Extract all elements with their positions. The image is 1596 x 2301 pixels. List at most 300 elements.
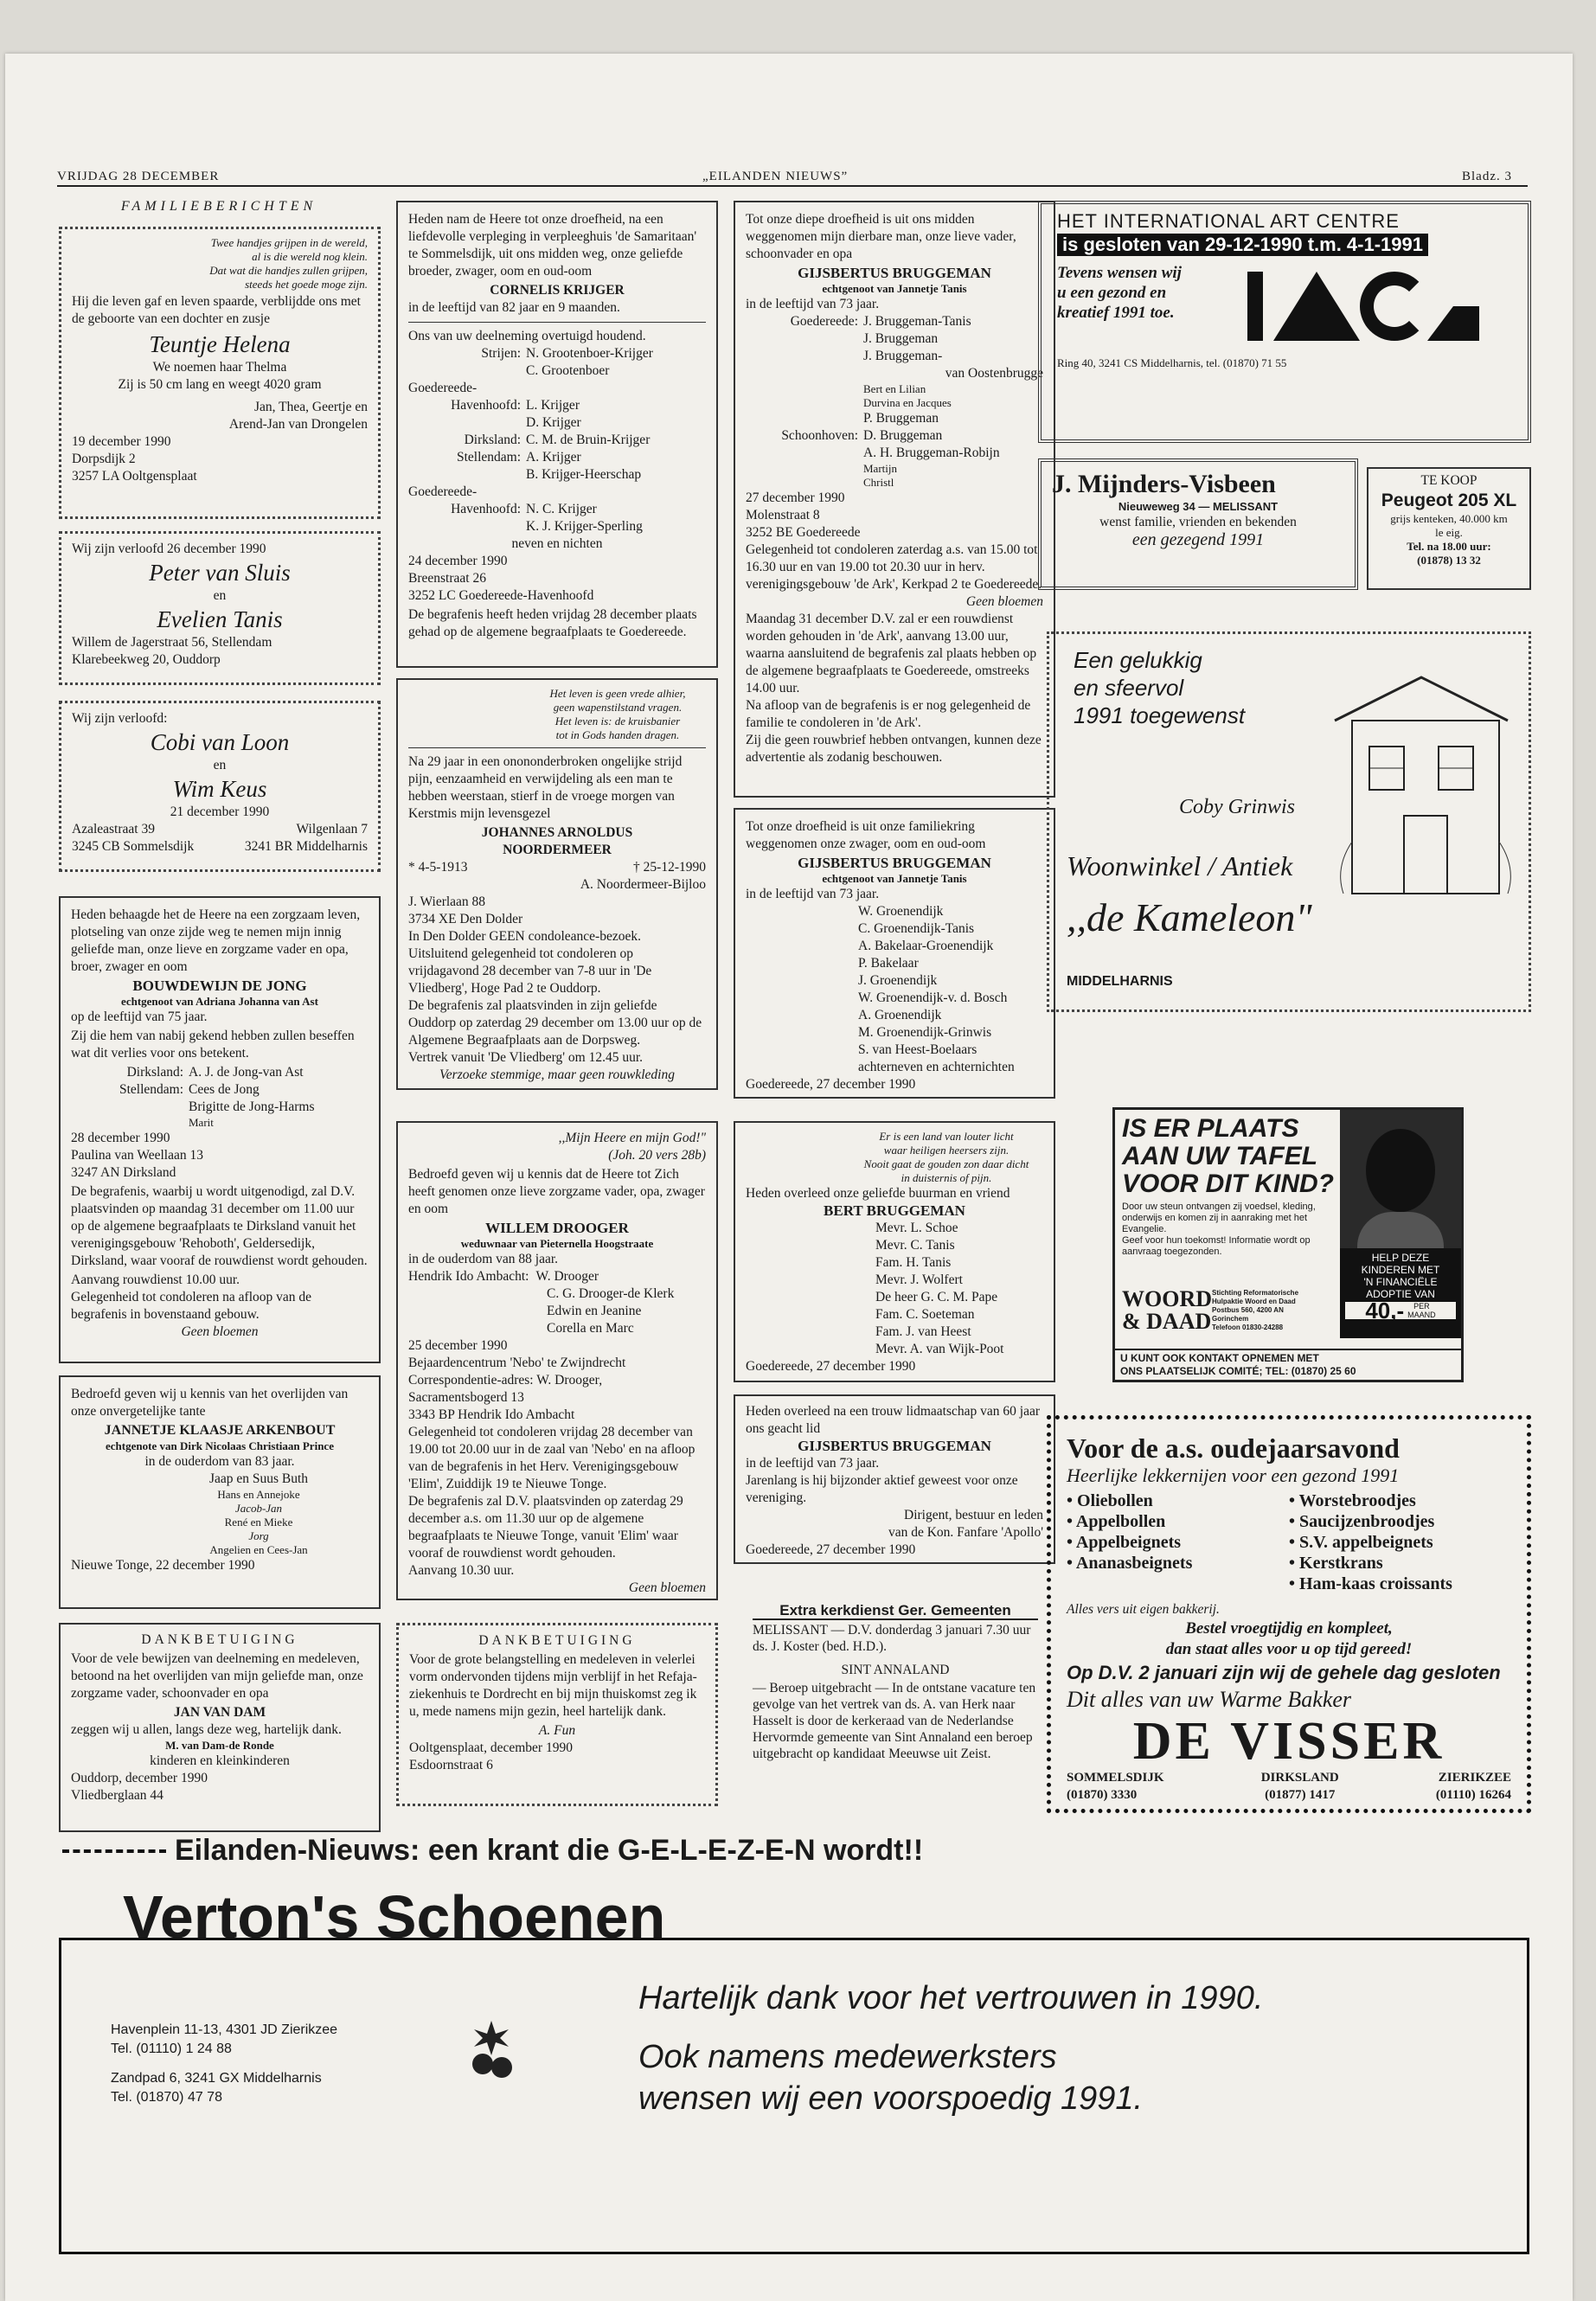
address: 3247 AN Dirksland [71, 1165, 176, 1180]
address: 3252 BE Goedereede [746, 525, 861, 540]
relative: J. Bruggeman- [863, 349, 943, 363]
neighbour: Fam. H. Tanis [875, 1255, 952, 1270]
body-text: Uitsluitend gelegenheid tot condoleren op vrijdagavond 28 december van 7-8 uur in 'De Vliedberg', Hoge Pad 2 te Ouddorp. [408, 946, 652, 996]
name: Peter van Sluis [149, 560, 291, 586]
body-text: Gelegenheid tot condoleren na afloop van de begrafenis in bovenstaand gebouw. [71, 1290, 312, 1322]
place-date: Goedereede, 27 december 1990 [746, 1542, 916, 1557]
body-text: Voor de grote belangstelling en medeleven in velerlei vorm ondervonden tijdens mijn verblijf in het Refaja-ziekenhuis te Dordrecht en bij mijn thuiskomst zeg ik u, mede namens mijn gezin, heel hartelijk dank. [409, 1652, 697, 1719]
neighbour: Fam. C. Soeteman [875, 1307, 975, 1322]
relative: D. Bruggeman [863, 428, 943, 443]
visser-phone: (01870) 3330 [1067, 1788, 1138, 1802]
address: 3343 BP Hendrik Ido Ambacht [408, 1407, 575, 1422]
header-rule [57, 185, 1528, 187]
nickname: We noemen haar Thelma [152, 360, 287, 375]
relative: J. Bruggeman [863, 331, 939, 346]
relative: Christl [863, 476, 894, 489]
woord-org: Postbus 560, 4200 AN Gorinchem [1212, 1306, 1284, 1323]
signature: A. Noordermeer-Bijloo [580, 877, 706, 892]
relative: Angelien en Cees-Jan [209, 1543, 308, 1556]
place: Goedereede- [408, 381, 478, 395]
name: Cobi van Loon [150, 729, 290, 755]
visser-phone: (01110) 16264 [1435, 1788, 1511, 1802]
intro-text: Heden nam de Heere tot onze droefheid, na een liefdevolle verpleging in verpleeghuis 'de Samaritaan' te Sommelsdijk, uit ons midden weg, onze geliefde broeder, zwager, oom en oud-oom [408, 212, 697, 279]
relative: K. J. Krijger-Sperling [526, 519, 643, 534]
body-text: Gelegenheid tot condoleren vrijdag 28 december van 19.00 tot 20.00 uur in de zaal van 'Nebo' en na afloop van de begrafenis in het Herv. Verenigingsgebouw 'Elim', Zuiddijk 19 te Nieuwe Tonge. [408, 1425, 695, 1491]
address: 3734 XE Den Dolder [408, 912, 523, 926]
verton-address: Havenplein 11-13, 4301 JD Zierikzee [111, 2022, 338, 2037]
conjunction: en [213, 758, 227, 772]
visser-name: DE VISSER [1132, 1712, 1445, 1771]
closing: Geen bloemen [965, 594, 1043, 609]
peugeot-phone: (01878) 13 32 [1417, 554, 1481, 567]
place: Stellendam: [119, 1082, 183, 1097]
visser-item: • Ham-kaas croissants [1289, 1574, 1452, 1593]
obituary-drooger [396, 1121, 718, 1600]
thanks-title: DANKBETUIGING [141, 1632, 298, 1647]
relative: neven en nichten [511, 536, 603, 551]
death-date: † 25-12-1990 [633, 860, 706, 875]
verton-phone: Tel. (01110) 1 24 88 [111, 2041, 232, 2056]
body-text: In Den Dolder GEEN condoleance-bezoek. [408, 929, 641, 944]
help-box [1340, 1248, 1461, 1338]
intro-text: Heden behaagde het de Heere na een zorgzaam leven, plotseling van onze zijde weg te nemen mijn innig geliefde man, onze lieve en zorgzame vader en opa, broer, zwager en oom [71, 907, 361, 974]
spouse: echtgenoot van Jannetje Tanis [822, 282, 967, 295]
place: Havenhoofd: [451, 398, 521, 413]
verton-message: Ook namens medewerksters [638, 2039, 1057, 2075]
relative: J. Groenendijk [858, 973, 938, 988]
thanks-title: DANKBETUIGING [478, 1633, 636, 1648]
relative: L. Krijger [526, 398, 580, 413]
body-text: Aanvang rouwdienst 10.00 uur. [71, 1272, 240, 1287]
visser-item: • S.V. appelbeignets [1289, 1533, 1433, 1552]
iac-wish: Tevens wensen wij [1057, 264, 1182, 282]
iac-wish: kreatief 1991 toe. [1057, 304, 1175, 322]
deceased-name: GIJSBERTUS BRUGGEMAN [798, 855, 991, 871]
relative: René en Mieke [224, 1516, 293, 1529]
relative: Martijn [863, 462, 897, 475]
body-text: Na afloop van de begrafenis is er nog gelegenheid de familie te condoleren in 'de Ark'. [746, 698, 1031, 730]
woord-org: Stichting Reformatorische [1212, 1289, 1299, 1297]
relative: J. Bruggeman-Tanis [863, 314, 971, 329]
address: Molenstraat 8 [746, 508, 820, 522]
subheading: SINT ANNALAND [841, 1663, 950, 1677]
verton-title: Verton's Schoenen [123, 1883, 666, 1951]
parents: Jan, Thea, Geertje en [254, 400, 368, 414]
place: Havenhoofd: [451, 502, 521, 516]
place-date: Nieuwe Tonge, 22 december 1990 [71, 1558, 255, 1573]
woord-text: Door uw steun ontvangen zij voedsel, kleding, onderwijs en komen zij in aanraking met het Evangelie. [1122, 1202, 1316, 1234]
woord-org: Telefoon 01830-24288 [1212, 1324, 1284, 1331]
neighbour: Mevr. C. Tanis [875, 1238, 955, 1253]
intro-text: Heden overleed onze geliefde buurman en vriend [746, 1186, 1010, 1201]
relative: A. H. Bruggeman-Robijn [863, 445, 1000, 460]
neighbour: Fam. J. van Heest [875, 1324, 971, 1339]
page-number: Bladz. 3 [1462, 170, 1512, 183]
poem-line: al is die wereld nog klein. [252, 250, 368, 263]
body-text: Ons van uw deelneming overtuigd houdend. [408, 329, 646, 343]
iac-ad [1038, 201, 1531, 443]
relative: A. Krijger [526, 450, 581, 465]
church-news [753, 1602, 1038, 1764]
woord-daad-ad [1112, 1107, 1464, 1382]
spouse: echtgenoot van Jannetje Tanis [822, 872, 967, 885]
relative: C. M. de Bruin-Krijger [526, 433, 651, 447]
obituary-bert-bruggeman [734, 1121, 1055, 1382]
peugeot-title: Peugeot 205 XL [1381, 490, 1517, 510]
address: 3245 CB Sommelsdijk [72, 839, 195, 854]
relative: S. van Heest-Boelaars [858, 1042, 977, 1057]
poem-line: Er is een land van louter licht [879, 1130, 1014, 1143]
visser-item: • Saucijzenbroodjes [1289, 1512, 1435, 1531]
body-text: Aanvang 10.30 uur. [408, 1563, 515, 1578]
closing: Geen bloemen [628, 1580, 706, 1595]
closing: Geen bloemen [181, 1324, 259, 1339]
relative: P. Bakelaar [858, 956, 919, 971]
intro-text: Hij die leven gaf en leven spaarde, verblijdde ons met de geboorte van een dochter en zusje [72, 294, 361, 326]
visser-phone: (01877) 1417 [1265, 1788, 1336, 1802]
place: Schoonhoven: [781, 428, 858, 443]
help-month: MAAND [1407, 1311, 1436, 1319]
signature: A. Fun [538, 1723, 576, 1738]
visser-item: • Kerstkrans [1289, 1554, 1383, 1573]
age: op de leeftijd van 75 jaar. [71, 1009, 208, 1024]
kameleon-ad [1047, 631, 1531, 1012]
deceased-name: NOORDERMEER [503, 843, 612, 857]
obituary-bruggeman-groenendijk [734, 808, 1055, 1099]
help-per: PER [1413, 1302, 1430, 1311]
help-text: KINDEREN MET [1361, 1264, 1440, 1276]
body-text: De begrafenis zal plaatsvinden in zijn geliefde Ouddorp op zaterdag 29 december om 13.00 uur op de Algemene Begraafplaats aan de Dorpsweg. [408, 998, 702, 1048]
spouse: echtgenoot van Adriana Johanna van Ast [121, 995, 318, 1008]
mijnders-text: wenst familie, vrienden en bekenden [1099, 515, 1297, 529]
child-photo [1340, 1110, 1461, 1248]
intro-text: Wij zijn verloofd 26 december 1990 [72, 542, 266, 556]
name: Wim Keus [172, 776, 267, 802]
poem-line: Het leven is: de kruisbanier [554, 715, 681, 727]
deceased-name: GIJSBERTUS BRUGGEMAN [798, 1438, 991, 1454]
place-date: Ouddorp, december 1990 [71, 1771, 208, 1785]
deceased-name: JOHANNES ARNOLDUS [481, 825, 633, 840]
kameleon-line: Een gelukkig [1074, 647, 1202, 673]
body-text: Gelegenheid tot condoleren zaterdag a.s. van 15.00 tot 16.30 uur en van 19.00 tot 20.30 uur in herv. verenigingsgebouw 'de Ark', Kerkpad 2 te Goedereede. [746, 542, 1042, 592]
mijnders-wish: een gezegend 1991 [1131, 530, 1265, 549]
woord-text: Geef voor hun toekomst! Informatie wordt op aanvraag toegezonden. [1122, 1235, 1311, 1257]
deceased-name: CORNELIS KRIJGER [490, 283, 625, 298]
body-text: Maandag 31 december D.V. zal er een rouwdienst worden gehouden in 'de Ark', aanvang 13.00 uur, waarna aansluitend de begrafenis zal plaats hebben op de algemene begraafplaats te Goedereede, omstreeks 14.00 uur. [746, 612, 1037, 695]
address: Paulina van Weellaan 13 [71, 1148, 203, 1163]
kameleon-line: en sfeervol [1074, 675, 1184, 701]
obituary-de-jong [59, 896, 381, 1363]
address: Esdoornstraat 6 [409, 1758, 493, 1772]
date: 21 december 1990 [170, 804, 270, 819]
help-price: 40,- [1365, 1298, 1405, 1324]
place-date: Goedereede, 27 december 1990 [746, 1077, 916, 1092]
quote-reference: (Joh. 20 vers 28b) [608, 1148, 706, 1163]
house-drawing-icon [1326, 669, 1516, 911]
birth-stats: Zij is 50 cm lang en weegt 4020 gram [118, 377, 322, 392]
place: Dirksland: [126, 1065, 183, 1080]
section-title: FAMILIEBERICHTEN [120, 199, 317, 214]
date: 28 december 1990 [71, 1131, 170, 1145]
peugeot-desc: le eig. [1435, 526, 1463, 539]
visser-closed: Op D.V. 2 januari zijn wij de gehele dag gesloten [1067, 1662, 1501, 1683]
neighbour: Mevr. A. van Wijk-Poot [875, 1342, 1004, 1356]
birth-date: * 4-5-1913 [408, 860, 468, 875]
poem-line: tot in Gods handen dragen. [555, 728, 680, 741]
relative: Jorg [248, 1529, 269, 1542]
mijnders-ad [1038, 458, 1358, 590]
peugeot-phone-label: Tel. na 18.00 uur: [1407, 540, 1491, 553]
peugeot-label: TE KOOP [1420, 473, 1477, 488]
church-news-title: Extra kerkdienst Ger. Gemeenten [753, 1602, 1038, 1620]
help-text: HELP DEZE [1371, 1252, 1430, 1264]
help-text: 'N FINANCIËLE [1363, 1276, 1438, 1288]
spouse: echtgenote van Dirk Nicolaas Christiaan Prince [106, 1439, 334, 1452]
deceased-name: JANNETJE KLAASJE ARKENBOUT [104, 1423, 336, 1438]
verton-message: wensen wij een voorspoedig 1991. [638, 2080, 1144, 2117]
relative: A. Groenendijk [858, 1008, 942, 1022]
poem-line: in duisternis of pijn. [901, 1171, 992, 1184]
visser-item: • Appelbollen [1067, 1512, 1166, 1531]
relative: Jacob-Jan [234, 1502, 283, 1515]
relative: M. Groenendijk-Grinwis [858, 1025, 992, 1040]
kameleon-script: Woonwinkel / Antiek [1067, 850, 1293, 881]
iac-title: HET INTERNATIONAL ART CENTRE [1057, 210, 1400, 232]
verton-message: Hartelijk dank voor het vertrouwen in 1990. [638, 1980, 1264, 2016]
age: in de leeftijd van 73 jaar. [746, 1456, 880, 1471]
obituary-bruggeman-fanfare [734, 1394, 1055, 1564]
address: Breenstraat 26 [408, 571, 486, 586]
place: Goedereede: [790, 314, 858, 329]
relative: C. Groenendijk-Tanis [858, 921, 975, 936]
relative: Durvina en Jacques [863, 396, 952, 409]
relative: C. Grootenboer [526, 363, 610, 378]
peugeot-desc: grijs kenteken, 40.000 km [1390, 512, 1508, 525]
relative: achterneven en achternichten [858, 1060, 1015, 1074]
signature: van de Kon. Fanfare 'Apollo' [888, 1525, 1043, 1540]
relative: W. Groenendijk-v. d. Bosch [858, 990, 1008, 1005]
quote: ,,Mijn Heere en mijn God!" [558, 1131, 706, 1145]
poem-line: Nooit gaat de gouden zon daar dicht [863, 1157, 1029, 1170]
relative: N. C. Krijger [526, 502, 597, 516]
address: Dorpsdijk 2 [72, 452, 136, 466]
place: Goedereede- [408, 484, 478, 499]
verton-address: Zandpad 6, 3241 GX Middelharnis [111, 2071, 322, 2086]
mijnders-name: J. Mijnders-Visbeen [1052, 470, 1276, 498]
conjunction: en [213, 588, 227, 603]
banner [62, 1834, 1048, 1868]
intro-text: Tot onze diepe droefheid is uit ons midden weggenomen mijn dierbare man, onze lieve vader, schoonvader en opa [746, 212, 1016, 261]
date: 19 december 1990 [72, 434, 171, 449]
verton-ad [59, 1882, 1529, 2256]
kameleon-line: 1991 toegewenst [1074, 702, 1246, 728]
address: 3257 LA Ooltgensplaat [72, 469, 197, 484]
address: 3241 BR Middelharnis [244, 839, 368, 854]
relative: P. Bruggeman [863, 411, 939, 426]
neighbour: De heer G. C. M. Pape [875, 1290, 998, 1304]
date: 24 december 1990 [408, 554, 508, 568]
address: Willem de Jagerstraat 56, Stellendam [72, 635, 272, 650]
neighbour: Mevr. L. Schoe [875, 1221, 958, 1235]
body-text: zeggen wij u allen, langs deze weg, hartelijk dank. [71, 1722, 342, 1737]
place: Strijen: [481, 346, 521, 361]
iac-address: Ring 40, 3241 CS Middelharnis, tel. (01870) 71 55 [1057, 356, 1287, 369]
visser-tagline: Dit alles van uw Warme Bakker [1067, 1687, 1352, 1712]
intro-text: Bedroefd geven wij u kennis van het overlijden van onze onvergetelijke tante [71, 1387, 349, 1419]
poem-line: geen wapenstilstand vragen. [553, 701, 683, 714]
address: 3252 LC Goedereede-Havenhoofd [408, 588, 594, 603]
deceased-name: BERT BRUGGEMAN [824, 1202, 965, 1219]
relative: B. Krijger-Heerschap [526, 467, 642, 482]
visser-item: • Appelbeignets [1067, 1533, 1182, 1552]
birth-announcement [59, 227, 381, 519]
neighbour: Mevr. J. Wolfert [875, 1272, 963, 1287]
holly-bells-icon [457, 2012, 526, 2090]
name: Evelien Tanis [157, 606, 283, 632]
relative: A. J. de Jong-van Ast [189, 1065, 304, 1080]
intro-text: Heden overleed na een trouw lidmaatschap van 60 jaar ons geacht lid [746, 1404, 1040, 1436]
visser-title: Voor de a.s. oudejaarsavond [1067, 1433, 1400, 1464]
poem-line: waar heiligen heersers zijn. [883, 1144, 1010, 1157]
issue-date: VRIJDAG 28 DECEMBER [57, 170, 220, 183]
deceased-name: WILLEM DROOGER [485, 1220, 629, 1236]
banner-text: Eilanden-Nieuws: een krant die G-E-L-E-Z-E-N wordt!! [175, 1834, 924, 1867]
date: 25 december 1990 [408, 1338, 508, 1353]
address: Correspondentie-adres: W. Drooger, [408, 1373, 603, 1388]
visser-note: Alles vers uit eigen bakkerij. [1067, 1602, 1220, 1617]
engagement-announcement-1 [59, 531, 381, 685]
obituary-krijger [396, 201, 718, 668]
visser-location: SOMMELSDIJK [1067, 1771, 1164, 1785]
iac-logo-icon [1230, 263, 1490, 349]
relative: D. Krijger [526, 415, 581, 430]
signature: Dirigent, bestuur en leden [904, 1508, 1043, 1522]
age: in de leeftijd van 82 jaar en 9 maanden. [408, 300, 620, 315]
relative: Bert en Lilian [863, 382, 926, 395]
visser-location: ZIERIKZEE [1438, 1771, 1511, 1785]
signature: M. van Dam-de Ronde [165, 1739, 274, 1752]
body-text: Jarenlang is hij bijzonder aktief geweest voor onze vereniging. [746, 1473, 1018, 1505]
age: in de ouderdom van 83 jaar. [144, 1454, 295, 1469]
address: Klarebeekweg 20, Ouddorp [72, 652, 221, 667]
body-text: Vertrek vanuit 'De Vliedberg' om 12.45 uur. [408, 1050, 644, 1065]
thanks-fun [396, 1623, 718, 1806]
woord-headline: VOOR DIT KIND? [1122, 1170, 1334, 1198]
deceased-name: JAN VAN DAM [173, 1705, 266, 1720]
obituary-noordermeer [396, 678, 718, 1090]
age: in de ouderdom van 88 jaar. [408, 1252, 559, 1266]
place: Stellendam: [456, 450, 521, 465]
child-name: Teuntje Helena [149, 331, 291, 357]
kameleon-name: ,,de Kameleon" [1067, 895, 1312, 939]
paper-name: „EILANDEN NIEUWS” [702, 170, 849, 183]
visser-item: • Worstebroodjes [1289, 1491, 1416, 1510]
relative: N. Grootenboer-Krijger [526, 346, 653, 361]
de-visser-ad [1047, 1415, 1531, 1813]
iac-closed: is gesloten van 29-12-1990 t.m. 4-1-1991 [1057, 234, 1428, 256]
address: Vliedberglaan 44 [71, 1788, 163, 1803]
engagement-announcement-2 [59, 701, 381, 872]
mijnders-address: Nieuweweg 34 — MELISSANT [1118, 500, 1279, 513]
relative: Edwin en Jeanine [547, 1304, 642, 1318]
relative: Brigitte de Jong-Harms [189, 1099, 315, 1114]
visser-item: • Oliebollen [1067, 1491, 1153, 1510]
relative: C. G. Drooger-de Klerk [547, 1286, 675, 1301]
woord-footer: U KUNT OOK KONTAKT OPNEMEN MET [1120, 1352, 1319, 1364]
relative: Hans en Annejoke [217, 1488, 300, 1501]
visser-item: • Ananasbeignets [1067, 1554, 1193, 1573]
place-date: Goedereede, 27 december 1990 [746, 1359, 916, 1374]
peugeot-ad [1367, 467, 1531, 590]
woord-org: Hulpaktie Woord en Daad [1212, 1298, 1296, 1305]
kameleon-city: MIDDELHARNIS [1067, 974, 1173, 989]
relative: van Oostenbrugge [945, 366, 1043, 381]
poem-line: Het leven is geen vrede alhier, [549, 687, 686, 700]
relative: Cees de Jong [189, 1082, 260, 1097]
poem-line: steeds het goede moge zijn. [245, 278, 368, 291]
date: 27 december 1990 [746, 490, 845, 505]
body-text: — Beroep uitgebracht — In de ontstane vacature ten gevolge van het vertrek van ds. A. van Herk naar Hasselt is door de kerkeraad van de Nederlandse Hervormde gemeente van Sint Annaland een beroep uitgebracht op kandidaat Meeuwse uit Zeist. [753, 1681, 1036, 1761]
body-text: Zij die geen rouwbrief hebben ontvangen, kunnen deze advertentie als zodanig beschouwen. [746, 733, 1042, 765]
poem-line: Twee handjes grijpen in de wereld, [210, 236, 368, 249]
intro-text: Bedroefd geven wij u kennis dat de Heere tot Zich heeft genomen onze lieve zorgzame vader, opa, zwager en oom [408, 1167, 705, 1216]
age: in de leeftijd van 73 jaar. [746, 887, 880, 901]
address: Azaleastraat 39 [72, 822, 155, 836]
body-text: Zij die hem van nabij gekend hebben zullen beseffen wat dit verlies voor ons betekent. [71, 1029, 355, 1061]
relative: Jaap en Suus Buth [208, 1471, 309, 1486]
visser-location: DIRKSLAND [1260, 1771, 1339, 1785]
address: Bejaardencentrum 'Nebo' te Zwijndrecht [408, 1356, 626, 1370]
woord-headline: AAN UW TAFEL [1122, 1142, 1318, 1170]
kameleon-signature: Coby Grinwis [1179, 796, 1296, 818]
visser-slogan: dan staat alles voor u op tijd gereed! [1165, 1640, 1413, 1658]
visser-slogan: Bestel vroegtijdig en kompleet, [1185, 1619, 1393, 1638]
thanks-van-dam [59, 1623, 381, 1832]
relative: W. Drooger [535, 1269, 599, 1284]
signature: kinderen en kleinkinderen [150, 1753, 290, 1768]
body-text: De begrafenis zal D.V. plaatsvinden op zaterdag 29 december a.s. om 11.30 uur op de algemene begraafplaats te Nieuwe Tonge, vanuit 'Elim' waar vooraf de rouwdienst wordt gehouden. [408, 1494, 683, 1561]
woord-logo: WOORD [1122, 1286, 1212, 1311]
relative: A. Bakelaar-Groenendijk [858, 939, 994, 953]
place: Hendrik Ido Ambacht: [408, 1269, 529, 1284]
closing: Verzoeke stemmige, maar geen rouwkleding [439, 1067, 675, 1082]
body-text: MELISSANT — D.V. donderdag 3 januari 7.30 uur ds. J. Koster (bed. H.D.). [753, 1623, 1031, 1654]
iac-wish: u een gezond en [1057, 284, 1167, 302]
woord-footer: ONS PLAATSELIJK COMITÉ; TEL: (01870) 25 60 [1120, 1365, 1356, 1377]
help-text: ADOPTIE VAN [1366, 1288, 1435, 1300]
address: Wilgenlaan 7 [296, 822, 368, 836]
spouse: weduwnaar van Pieternella Hoogstraate [460, 1237, 654, 1250]
body-text: Voor de vele bewijzen van deelneming en medeleven, betoond na het overlijden van mijn geliefde man, onze zorgzame vader, schoonvader en opa [71, 1651, 363, 1701]
woord-logo: & DAAD [1122, 1309, 1212, 1334]
obituary-arkenbout [59, 1375, 381, 1609]
woord-headline: IS ER PLAATS [1122, 1114, 1299, 1143]
deceased-name: BOUWDEWIJN DE JONG [132, 977, 307, 994]
verton-phone: Tel. (01870) 47 78 [111, 2090, 222, 2105]
body-text: De begrafenis, waarbij u wordt uitgenodigd, zal D.V. plaatsvinden op maandag 31 december om 11.00 uur op de algemene begraafplaats te Dirksland vanuit het verenigingsgebouw 'Rehoboth', Geldersedijk, Dirksland, waar vooraf de rouwdienst wordt gehouden. [71, 1184, 368, 1268]
address: Sacramentsbogerd 13 [408, 1390, 524, 1405]
relative: Marit [189, 1116, 214, 1129]
parents: Arend-Jan van Drongelen [228, 417, 368, 432]
body-text: Na 29 jaar in een onononderbroken ongelijke strijd pijn, eenzaamheid en verwijdeling als een man te hebben weerstaan, stierf in de vroege morgen van Kerstmis mijn levensgezel [408, 754, 683, 821]
intro-text: Wij zijn verloofd: [72, 711, 168, 726]
relative: W. Groenendijk [858, 904, 944, 919]
place: Dirksland: [464, 433, 521, 447]
body-text: De begrafenis heeft heden vrijdag 28 december plaats gehad op de algemene begraafplaats te Goedereede. [408, 607, 697, 639]
obituary-bruggeman-family [734, 201, 1055, 798]
visser-item [1067, 1574, 1289, 1594]
poem-line: Dat wat die handjes zullen grijpen, [209, 264, 368, 277]
